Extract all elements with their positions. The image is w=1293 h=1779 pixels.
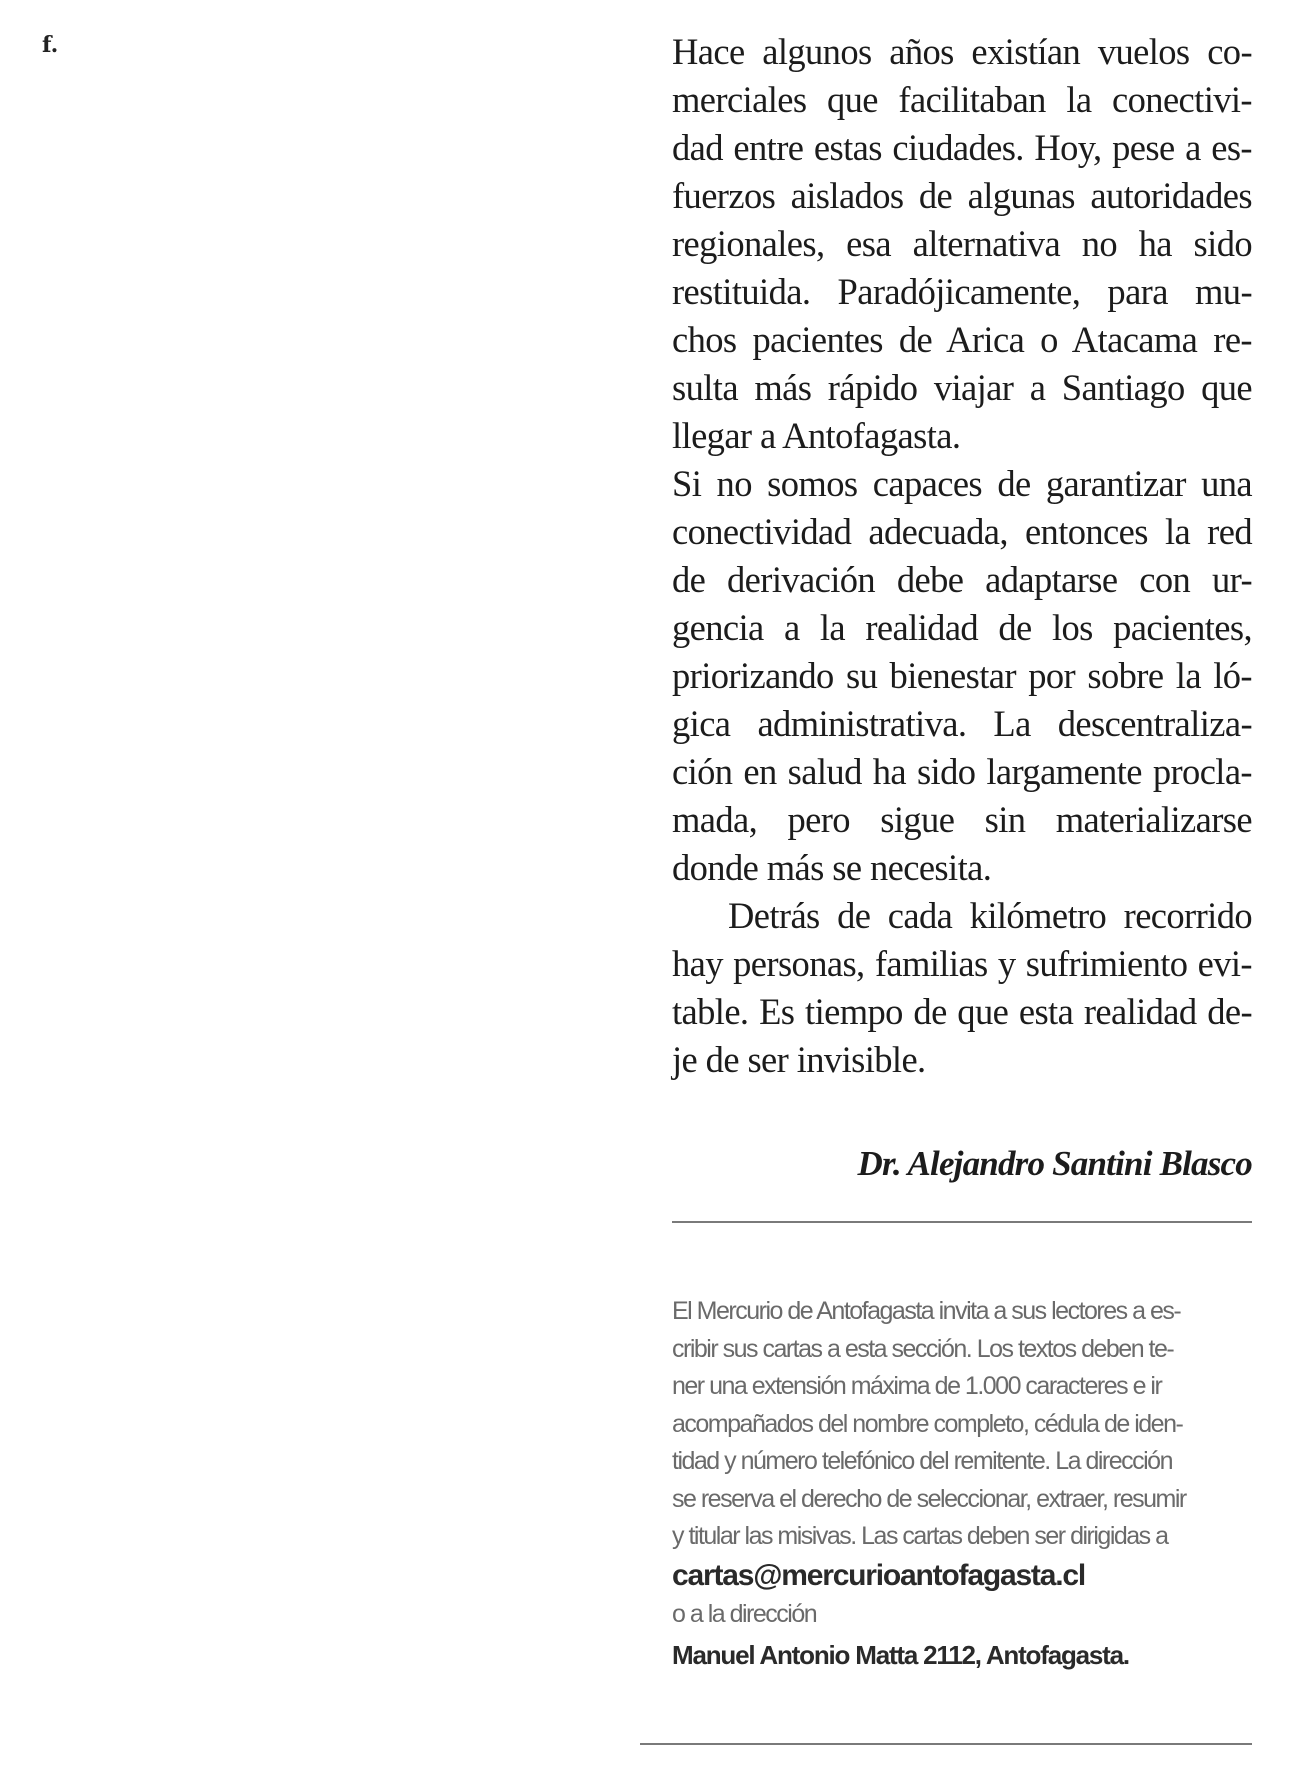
letters-notice (672, 1293, 1252, 1677)
text-line: hay personas, familias y sufrimiento evi- (672, 943, 1252, 984)
text-line: restituida. Paradójicamente, para mu- (672, 271, 1252, 312)
author-signature: Dr. Alejandro Santini Blasco (857, 1144, 1252, 1183)
page-mark: f. (42, 32, 59, 58)
text-line: priorizando su bienestar por sobre la ló- (672, 655, 1252, 696)
paragraph-3 (672, 892, 1252, 1084)
text-line: gica administrativa. La descentraliza- (672, 703, 1252, 744)
text-line: je de ser invisible. (672, 1039, 926, 1080)
text-line: de derivación debe adaptarse con ur- (672, 559, 1252, 600)
text-line: ción en salud ha sido largamente procla- (672, 751, 1252, 792)
letter-column (672, 28, 1252, 1184)
text-line: Hace algunos años existían vuelos co- (672, 31, 1252, 72)
text-line: chos pacientes de Arica o Atacama re- (672, 319, 1252, 360)
paragraph-1 (672, 28, 1252, 460)
text-line: fuerzos aislados de algunas autoridades (672, 175, 1252, 216)
text-line: conectividad adecuada, entonces la red (672, 511, 1252, 552)
text-line: mada, pero sigue sin materializarse (672, 799, 1252, 840)
address-label: o a la dirección (672, 1599, 817, 1628)
notice-line: tidad y número telefónico del remitente. La dirección (672, 1447, 1172, 1475)
text-line: regionales, esa alternativa no ha sido (672, 223, 1252, 264)
notice-line: El Mercurio de Antofagasta invita a sus lectores a es- (672, 1297, 1181, 1325)
text-line: Si no somos capaces de garantizar una (672, 463, 1252, 504)
contact-email[interactable]: cartas@mercurioantofagasta.cl (672, 1558, 1085, 1592)
notice-line: acompañados del nombre completo, cédula de iden- (672, 1409, 1183, 1438)
text-line: merciales que facilitaban la conectivi- (672, 79, 1252, 120)
notice-line: cribir sus cartas a esta sección. Los textos deben te- (672, 1334, 1174, 1363)
divider (672, 1221, 1252, 1223)
paragraph-2 (672, 460, 1252, 892)
text-line: dad entre estas ciudades. Hoy, pese a es- (672, 127, 1252, 168)
text-line: Detrás de cada kilómetro recorrido (728, 895, 1252, 936)
notice-line: y titular las misivas. Las cartas deben ser dirigidas a (672, 1522, 1168, 1550)
text-line: llegar a Antofagasta. (672, 415, 961, 456)
text-line: sulta más rápido viajar a Santiago que (672, 367, 1252, 408)
notice-line: se reserva el derecho de seleccionar, extraer, resumir (672, 1484, 1186, 1513)
text-line: table. Es tiempo de que esta realidad de- (672, 991, 1252, 1032)
postal-address: Manuel Antonio Matta 2112, Antofagasta. (672, 1640, 1129, 1670)
text-line: donde más se necesita. (672, 847, 992, 888)
text-line: gencia a la realidad de los pacientes, (672, 607, 1252, 648)
notice-line: ner una extensión máxima de 1.000 caracteres e ir (672, 1372, 1162, 1400)
divider (640, 1743, 1252, 1745)
